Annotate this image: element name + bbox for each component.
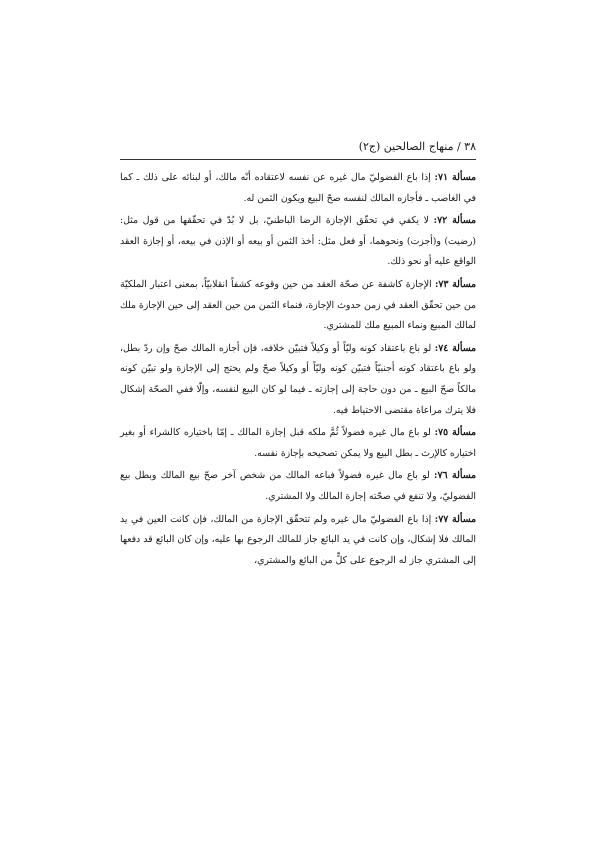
issue-72 [120,211,476,273]
issue-text: لو باع مال غيره فضولاً ثُمَّ ملكه قبل إجازة المالك ـ إمّا باختياره كالشراء أو بغير اختياره كالإرث ـ بطل البيع ولا يمكن تصحيحه بإجازة نفسه. [120,427,476,459]
issue-text: الإجازة كاشفة عن صحّة العقد من حين وقوعه كشفاً انقلابيّاً، بمعنى اعتبار الملكيّة من حين تحقّق العقد في زمن حدوث الإجازة، فنماء الثمن من حين العقد إلى حين الإجازة ملك لمالك المبيع ونماء المبيع ملك للمشتري. [120,278,476,332]
issue-text: إذا باع الفضوليّ مال غيره ولم تتحقّق الإجازة من المالك، فإن كانت العين في يد المالك فلا إشكال، وإن كانت في يد البائع جاز للمالك الرجوع بها عليه، وإن كان البائع قد دفعها إلى المشتري جاز له الرجوع على كلٍّ من البائع والمشتري، [120,513,476,566]
issue-label: مسألة ٧٧: [434,513,476,525]
issue-text: لا يكفي في تحقّق الإجازة الرضا الباطنيّ، بل لا بُدّ في تحقّقها من قول مثل: (رضيت) و(أجزت) ونحوهما، أو فعل مثل: أخذ الثمن أو بيعه أو الإذن في بيعه، أو إجازة العقد الواقع عليه أو نحو ذلك. [120,215,476,268]
issue-label: مسألة ٧٣: [434,278,476,290]
issue-71 [120,168,476,209]
issue-77 [120,510,476,572]
issue-text: إذا باع الفضوليّ مال غيره عن نفسه لاعتقاده أنّه مالك، أو لبنائه على ذلك ـ كما في الغاصب ـ فأجازه المالك لنفسه صحّ البيع ويكون الثمن له. [120,172,476,204]
running-header: ٣٨ / منهاج الصالحين (ج٢) [120,140,476,160]
issue-label: مسألة ٧٤: [434,342,476,354]
issue-label: مسألة ٧٢: [433,215,476,227]
issue-label: مسألة ٧٦: [434,470,476,482]
issue-73 [120,275,476,337]
issue-74 [120,339,476,421]
issue-76 [120,466,476,507]
page [120,140,476,573]
issue-label: مسألة ٧٥: [434,427,476,439]
issue-text: لو باع مال غيره فضولاً فباعه المالك من شخص آخر صحّ بيع المالك وبطل بيع الفضوليّ، ولا تنفع في صحّته إجازة المالك ولا المشتري. [120,470,476,502]
issue-text: لو باع باعتقاد كونه وليّاً أو وكيلاً فتبيّن خلافه، فإن أجازه المالك صحّ وإن ردّ بطل، ولو باع باعتقاد كونه أجنبيّاً فتبيّن كونه وليّاً أو وكيلاً صحّ ولم يحتج إلى الإجازة ولو تبيّن كونه مالكاً صحّ البيع ـ من دون حاجة إلى إجازته ـ فيما لو كان البيع لنفسه، وإلّا ففي الصحّة إشكال فلا يترك مراعاة مقتضى الاحتياط فيه. [120,342,476,416]
issue-label: مسألة ٧١: [434,172,476,183]
issue-75 [120,423,476,464]
